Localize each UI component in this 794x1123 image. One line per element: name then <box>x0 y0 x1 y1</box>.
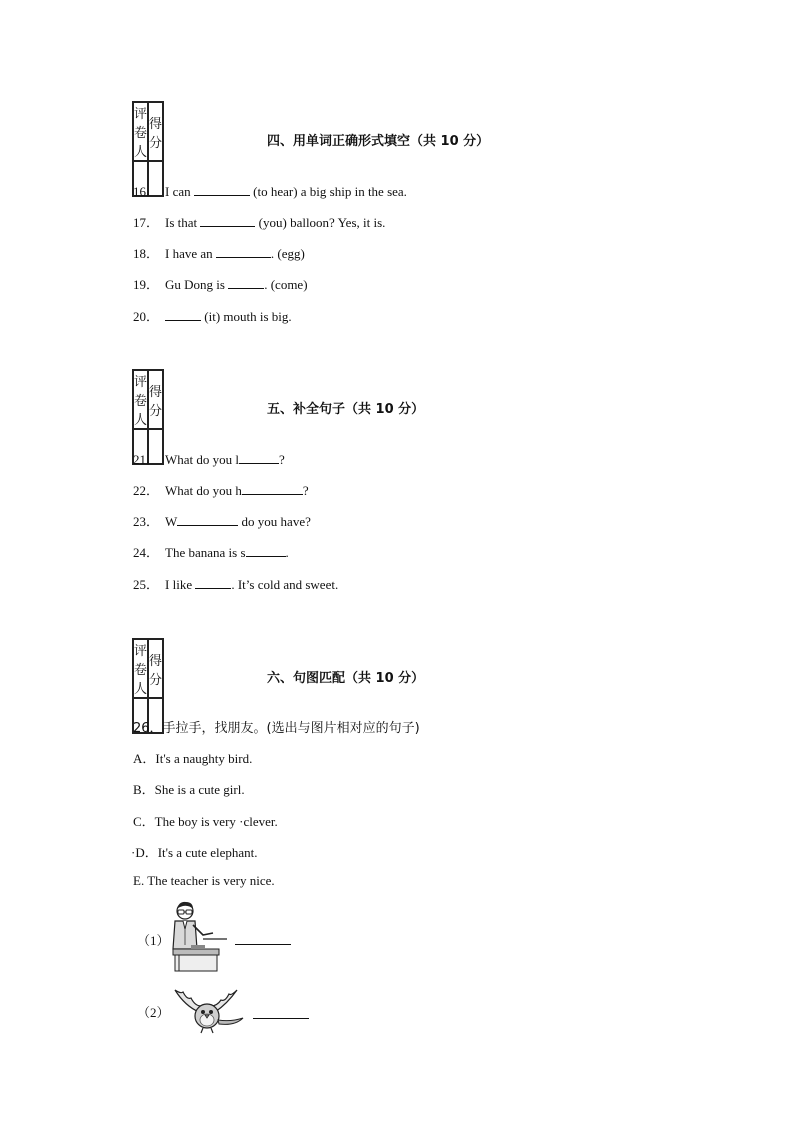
answer-blank[interactable] <box>242 483 303 495</box>
question-number: 23． <box>133 514 160 529</box>
teacher-picture-icon <box>169 899 229 973</box>
answer-blank[interactable] <box>228 277 264 289</box>
question-text-post: do you have? <box>238 514 311 529</box>
score-header: 得分 <box>148 639 163 698</box>
grader-header: 评卷人 <box>133 639 148 698</box>
answer-blank[interactable] <box>216 246 271 258</box>
option-a: A．It's a naughty bird. <box>133 751 253 766</box>
question-number: 24． <box>133 545 160 560</box>
answer-blank[interactable] <box>239 452 279 464</box>
picture-label: （2） <box>137 1005 170 1020</box>
question-text-pre: What do you l <box>165 452 240 467</box>
question-text-post: (it) mouth is big. <box>201 309 292 324</box>
question-text-pre: What do you h <box>165 483 242 498</box>
question-number: 18． <box>133 246 160 261</box>
question-number: 21． <box>133 452 160 467</box>
grader-header: 评卷人 <box>133 102 148 161</box>
question-number: 20． <box>133 309 160 324</box>
option-c: C．The boy is very ·clever. <box>133 814 278 829</box>
question-22 <box>133 480 309 499</box>
question-text-post: ? <box>302 483 309 498</box>
picture-label: （1） <box>137 933 170 948</box>
option-e: E. The teacher is very nice. <box>133 873 275 888</box>
answer-blank[interactable] <box>195 577 231 589</box>
question-18 <box>133 243 305 262</box>
answer-blank[interactable] <box>165 309 201 321</box>
answer-blank[interactable] <box>200 215 255 227</box>
question-19 <box>133 274 308 293</box>
question-text-post: . (egg) <box>270 246 305 261</box>
question-number: 16． <box>133 184 160 199</box>
question-text-post: . <box>285 545 289 560</box>
answer-blank[interactable] <box>235 943 291 945</box>
question-text-pre: I can <box>165 184 194 199</box>
question-23 <box>133 511 311 530</box>
question-text-pre: Gu Dong is <box>165 277 229 292</box>
section-title: 五、补全句子（共 10 分） <box>267 402 425 417</box>
bird-picture-icon <box>171 986 247 1034</box>
question-number: 19． <box>133 277 160 292</box>
question-25 <box>133 574 338 593</box>
question-26-instruction: 26．手拉手，找朋友。(选出与图片相对应的句子) <box>133 721 420 736</box>
question-text-pre: W <box>165 514 178 529</box>
option-d: ·D．It's a cute elephant. <box>131 845 258 860</box>
question-text-post: . It’s cold and sweet. <box>231 577 339 592</box>
question-21 <box>133 449 285 468</box>
answer-blank[interactable] <box>246 545 286 557</box>
question-text-pre: I like <box>165 577 196 592</box>
score-header: 得分 <box>148 102 163 161</box>
question-16 <box>133 181 407 200</box>
answer-blank[interactable] <box>194 184 250 196</box>
option-b: B．She is a cute girl. <box>133 782 245 797</box>
question-text-post: ? <box>279 452 285 467</box>
question-text-pre: The banana is s <box>165 545 246 560</box>
score-header: 得分 <box>148 370 163 429</box>
grader-header: 评卷人 <box>133 370 148 429</box>
question-text-post: . (come) <box>264 277 308 292</box>
question-text-pre: Is that <box>165 215 201 230</box>
question-text-pre: I have an <box>165 246 216 261</box>
question-number: 22． <box>133 483 160 498</box>
section-title: 六、句图匹配（共 10 分） <box>267 671 425 686</box>
question-20 <box>133 306 292 325</box>
question-24 <box>133 542 289 561</box>
answer-blank[interactable] <box>177 514 238 526</box>
question-text-post: (you) balloon? Yes, it is. <box>255 215 386 230</box>
answer-blank[interactable] <box>253 1017 309 1019</box>
section-title: 四、用单词正确形式填空（共 10 分） <box>267 134 490 149</box>
question-number: 25． <box>133 577 160 592</box>
question-17 <box>133 212 385 231</box>
question-number: 17． <box>133 215 160 230</box>
question-text-post: (to hear) a big ship in the sea. <box>249 184 407 199</box>
